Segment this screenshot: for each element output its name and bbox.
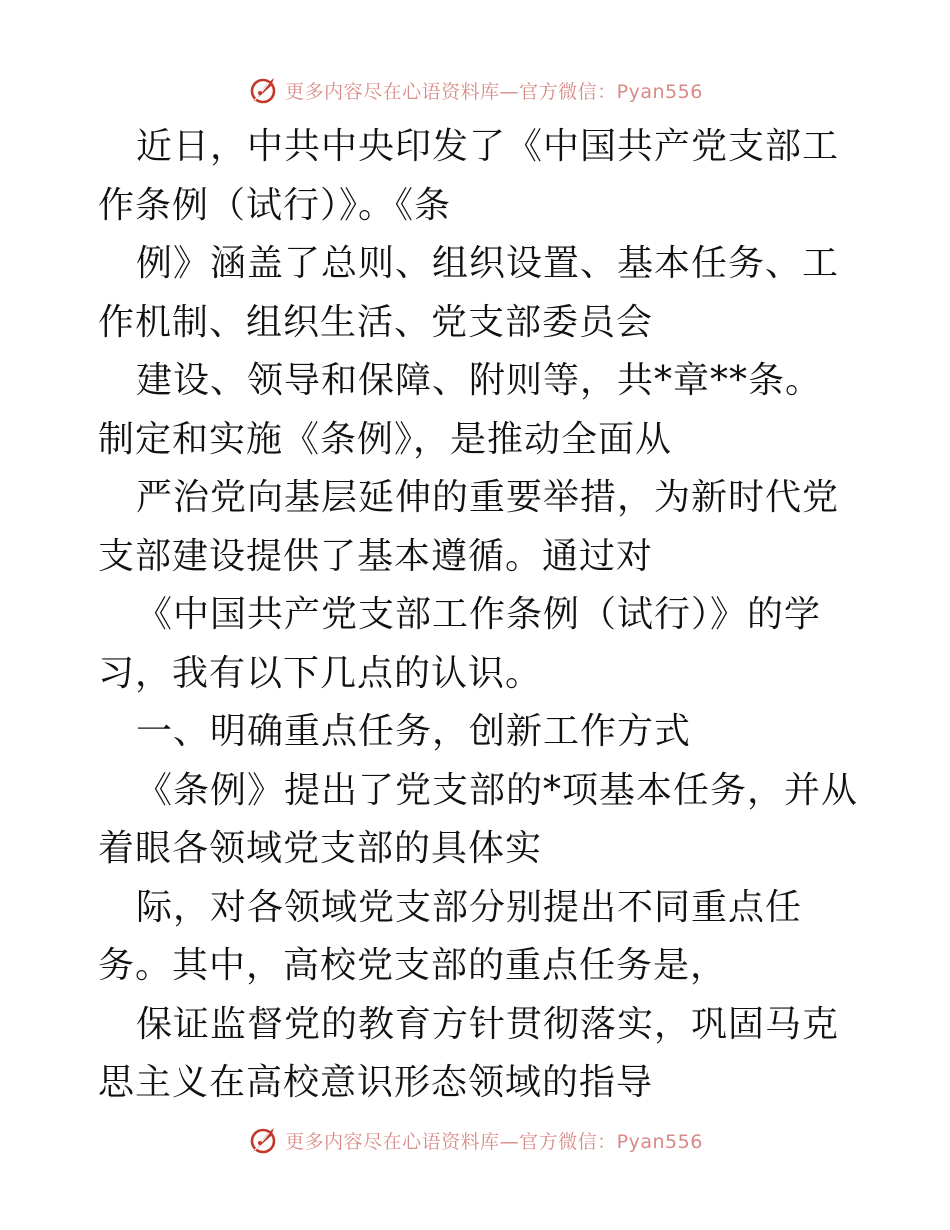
footer-watermark-banner	[0, 1120, 950, 1160]
paragraph-7: 际，对各领域党支部分别提出不同重点任务。其中，高校党支部的重点任务是，	[98, 886, 803, 986]
quill-logo-icon	[247, 1124, 279, 1156]
paragraph-1: 近日，中共中央印发了《中国共产党支部工作条例（试行）》。《条	[98, 126, 840, 226]
document-body	[98, 118, 858, 1113]
quill-logo-icon	[247, 74, 279, 106]
header-banner-text: 更多内容尽在心语资料库—官方微信：Pyan556	[285, 80, 703, 103]
paragraph-5: 《中国共产党支部工作条例（试行）》的学习，我有以下几点的认识。	[98, 594, 822, 694]
header-banner-group	[247, 74, 703, 106]
paragraph-4: 严治党向基层延伸的重要举措，为新时代党支部建设提供了基本遵循。通过对	[98, 477, 840, 577]
paragraph-3: 建设、领导和保障、附则等，共*章**条。制定和实施《条例》，是推动全面从	[98, 360, 823, 460]
paragraph-6: 《条例》提出了党支部的*项基本任务，并从着眼各领域党支部的具体实	[98, 769, 859, 869]
paragraph-2: 例》涵盖了总则、组织设置、基本任务、工作机制、组织生活、党支部委员会	[98, 243, 840, 343]
footer-banner-text: 更多内容尽在心语资料库—官方微信：Pyan556	[285, 1130, 703, 1153]
footer-banner-group	[247, 1124, 703, 1156]
header-watermark-banner	[0, 70, 950, 110]
section-heading-1: 一、明确重点任务，创新工作方式	[136, 711, 692, 752]
paragraph-8: 保证监督党的教育方针贯彻落实，巩固马克思主义在高校意识形态领域的指导	[98, 1003, 840, 1103]
